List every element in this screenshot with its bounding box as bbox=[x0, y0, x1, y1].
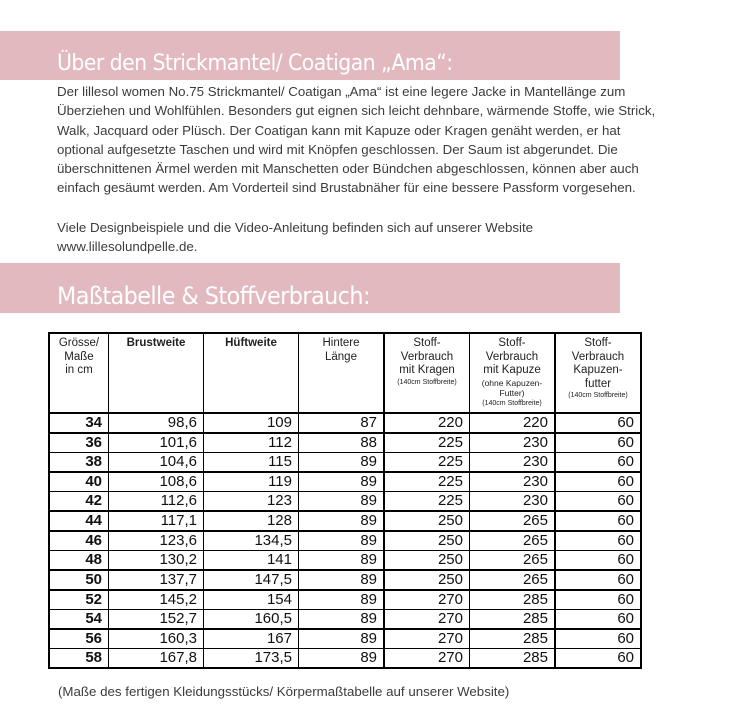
header-chest: Brustweite bbox=[109, 333, 204, 413]
website-url[interactable]: www.lillesolundpelle.de. bbox=[57, 239, 198, 255]
cell-back-length: 89 bbox=[299, 511, 385, 531]
cell-fabric-collar: 225 bbox=[384, 433, 470, 453]
cell-size: 54 bbox=[49, 610, 109, 630]
table-row bbox=[49, 649, 641, 669]
cell-fabric-hood-lining: 60 bbox=[555, 610, 641, 630]
cell-fabric-hood-lining: 60 bbox=[555, 413, 641, 433]
cell-fabric-collar: 250 bbox=[384, 531, 470, 551]
cell-fabric-collar: 225 bbox=[384, 472, 470, 492]
section-title-sizes: Maßtabelle & Stoffverbrauch: bbox=[57, 282, 370, 310]
cell-chest: 130,2 bbox=[109, 551, 204, 571]
table-row bbox=[49, 629, 641, 649]
cell-chest: 145,2 bbox=[109, 590, 204, 610]
cell-chest: 160,3 bbox=[109, 629, 204, 649]
intro-line: einfach gesäumt werden. Am Vorderteil sind Brustabnäher für eine bessere Passform vorgesehen. bbox=[57, 180, 636, 196]
cell-fabric-hood: 230 bbox=[470, 472, 556, 492]
table-row bbox=[49, 570, 641, 590]
cell-size: 48 bbox=[49, 551, 109, 571]
table-footnote: (Maße des fertigen Kleidungsstücks/ Körpermaßtabelle auf unserer Website) bbox=[58, 684, 510, 699]
cell-fabric-hood: 285 bbox=[470, 629, 556, 649]
cell-fabric-hood: 285 bbox=[470, 649, 556, 669]
cell-chest: 104,6 bbox=[109, 453, 204, 473]
intro-paragraph bbox=[57, 82, 717, 198]
cell-chest: 98,6 bbox=[109, 413, 204, 433]
cell-back-length: 89 bbox=[299, 551, 385, 571]
cell-fabric-collar: 270 bbox=[384, 649, 470, 669]
cell-hip: 160,5 bbox=[204, 610, 299, 630]
table-row bbox=[49, 511, 641, 531]
cell-size: 42 bbox=[49, 492, 109, 512]
website-paragraph bbox=[57, 218, 717, 257]
header-fabric-hood: Stoff- Verbrauch mit Kapuze (ohne Kapuzen- Futter) (140cm Stoffbreite) bbox=[470, 333, 556, 413]
cell-back-length: 89 bbox=[299, 531, 385, 551]
table-row bbox=[49, 551, 641, 571]
cell-chest: 167,8 bbox=[109, 649, 204, 669]
cell-fabric-hood-lining: 60 bbox=[555, 472, 641, 492]
cell-fabric-collar: 225 bbox=[384, 492, 470, 512]
cell-hip: 112 bbox=[204, 433, 299, 453]
cell-hip: 119 bbox=[204, 472, 299, 492]
intro-line: Der lillesol women No.75 Strickmantel/ Coatigan „Ama“ ist eine legere Jacke in Mantellänge zum bbox=[57, 84, 626, 99]
cell-fabric-hood: 220 bbox=[470, 413, 556, 433]
cell-chest: 101,6 bbox=[109, 433, 204, 453]
cell-fabric-hood: 285 bbox=[470, 610, 556, 630]
cell-fabric-collar: 250 bbox=[384, 551, 470, 571]
cell-size: 52 bbox=[49, 590, 109, 610]
cell-fabric-hood: 285 bbox=[470, 590, 556, 610]
cell-fabric-hood-lining: 60 bbox=[555, 453, 641, 473]
table-row bbox=[49, 472, 641, 492]
website-text: Viele Designbeispiele und die Video-Anleitung befinden sich auf unserer Website bbox=[57, 220, 534, 235]
section-banner-sizes bbox=[0, 263, 620, 313]
cell-back-length: 89 bbox=[299, 472, 385, 492]
cell-chest: 112,6 bbox=[109, 492, 204, 512]
intro-line: Überziehen und Wohlfühlen. Besonders gut eignen sich leicht dehnbare, wärmende Stoffe, wie Strick, bbox=[57, 103, 656, 119]
table-header-row bbox=[49, 333, 641, 413]
cell-size: 44 bbox=[49, 511, 109, 531]
cell-chest: 108,6 bbox=[109, 472, 204, 492]
cell-back-length: 89 bbox=[299, 453, 385, 473]
cell-back-length: 88 bbox=[299, 433, 385, 453]
cell-chest: 152,7 bbox=[109, 610, 204, 630]
cell-fabric-hood: 230 bbox=[470, 433, 556, 453]
cell-chest: 137,7 bbox=[109, 570, 204, 590]
cell-hip: 128 bbox=[204, 511, 299, 531]
cell-size: 56 bbox=[49, 629, 109, 649]
size-table bbox=[48, 332, 642, 669]
cell-hip: 147,5 bbox=[204, 570, 299, 590]
cell-hip: 141 bbox=[204, 551, 299, 571]
table-row bbox=[49, 590, 641, 610]
cell-hip: 167 bbox=[204, 629, 299, 649]
header-back-length: Hintere Länge bbox=[299, 333, 385, 413]
cell-fabric-hood-lining: 60 bbox=[555, 570, 641, 590]
cell-fabric-collar: 225 bbox=[384, 453, 470, 473]
cell-hip: 123 bbox=[204, 492, 299, 512]
header-fabric-collar: Stoff- Verbrauch mit Kragen (140cm Stoffbreite) bbox=[384, 333, 470, 413]
cell-fabric-hood-lining: 60 bbox=[555, 433, 641, 453]
cell-fabric-collar: 270 bbox=[384, 610, 470, 630]
intro-line: optional aufgesetzte Taschen und wird mit Knöpfen geschlossen. Der Saum ist abgerundet. Die bbox=[57, 141, 618, 157]
cell-hip: 115 bbox=[204, 453, 299, 473]
cell-fabric-hood-lining: 60 bbox=[555, 551, 641, 571]
cell-fabric-hood-lining: 60 bbox=[555, 492, 641, 512]
cell-size: 40 bbox=[49, 472, 109, 492]
cell-size: 50 bbox=[49, 570, 109, 590]
table-row bbox=[49, 433, 641, 453]
section-title-about: Über den Strickmantel/ Coatigan „Ama“: bbox=[57, 51, 453, 76]
table-row bbox=[49, 492, 641, 512]
cell-size: 34 bbox=[49, 413, 109, 433]
cell-back-length: 89 bbox=[299, 610, 385, 630]
cell-fabric-hood-lining: 60 bbox=[555, 649, 641, 669]
cell-size: 46 bbox=[49, 531, 109, 551]
cell-fabric-collar: 250 bbox=[384, 511, 470, 531]
table-row bbox=[49, 413, 641, 433]
cell-fabric-hood: 265 bbox=[470, 551, 556, 571]
cell-hip: 134,5 bbox=[204, 531, 299, 551]
cell-fabric-hood-lining: 60 bbox=[555, 511, 641, 531]
cell-size: 36 bbox=[49, 433, 109, 453]
cell-hip: 173,5 bbox=[204, 649, 299, 669]
cell-fabric-collar: 220 bbox=[384, 413, 470, 433]
cell-fabric-collar: 270 bbox=[384, 629, 470, 649]
cell-hip: 154 bbox=[204, 590, 299, 610]
cell-back-length: 89 bbox=[299, 570, 385, 590]
cell-fabric-hood-lining: 60 bbox=[555, 590, 641, 610]
cell-fabric-hood: 265 bbox=[470, 570, 556, 590]
cell-fabric-collar: 250 bbox=[384, 570, 470, 590]
cell-fabric-collar: 270 bbox=[384, 590, 470, 610]
table-row bbox=[49, 610, 641, 630]
header-size: Grösse/ Maße in cm bbox=[49, 333, 109, 413]
cell-fabric-hood: 265 bbox=[470, 531, 556, 551]
header-fabric-hood-lining: Stoff- Verbrauch Kapuzen- futter (140cm Stoffbreite) bbox=[555, 333, 641, 413]
cell-back-length: 89 bbox=[299, 590, 385, 610]
intro-line: Walk, Jacquard oder Plüsch. Der Coatigan kann mit Kapuze oder Kragen genäht werden, er hat bbox=[57, 122, 621, 138]
cell-fabric-hood-lining: 60 bbox=[555, 531, 641, 551]
cell-hip: 109 bbox=[204, 413, 299, 433]
cell-size: 38 bbox=[49, 453, 109, 473]
cell-back-length: 89 bbox=[299, 629, 385, 649]
cell-back-length: 89 bbox=[299, 492, 385, 512]
cell-fabric-hood: 265 bbox=[470, 511, 556, 531]
section-banner-about bbox=[0, 31, 620, 80]
cell-chest: 123,6 bbox=[109, 531, 204, 551]
cell-size: 58 bbox=[49, 649, 109, 669]
cell-chest: 117,1 bbox=[109, 511, 204, 531]
cell-back-length: 87 bbox=[299, 413, 385, 433]
table-row bbox=[49, 453, 641, 473]
cell-fabric-hood-lining: 60 bbox=[555, 629, 641, 649]
table-row bbox=[49, 531, 641, 551]
cell-fabric-hood: 230 bbox=[470, 453, 556, 473]
intro-line: überschnittenen Ärmel werden mit Manschetten oder Bündchen abgeschlossen, können aber auch bbox=[57, 161, 639, 177]
cell-fabric-hood: 230 bbox=[470, 492, 556, 512]
cell-back-length: 89 bbox=[299, 649, 385, 669]
header-hip: Hüftweite bbox=[204, 333, 299, 413]
